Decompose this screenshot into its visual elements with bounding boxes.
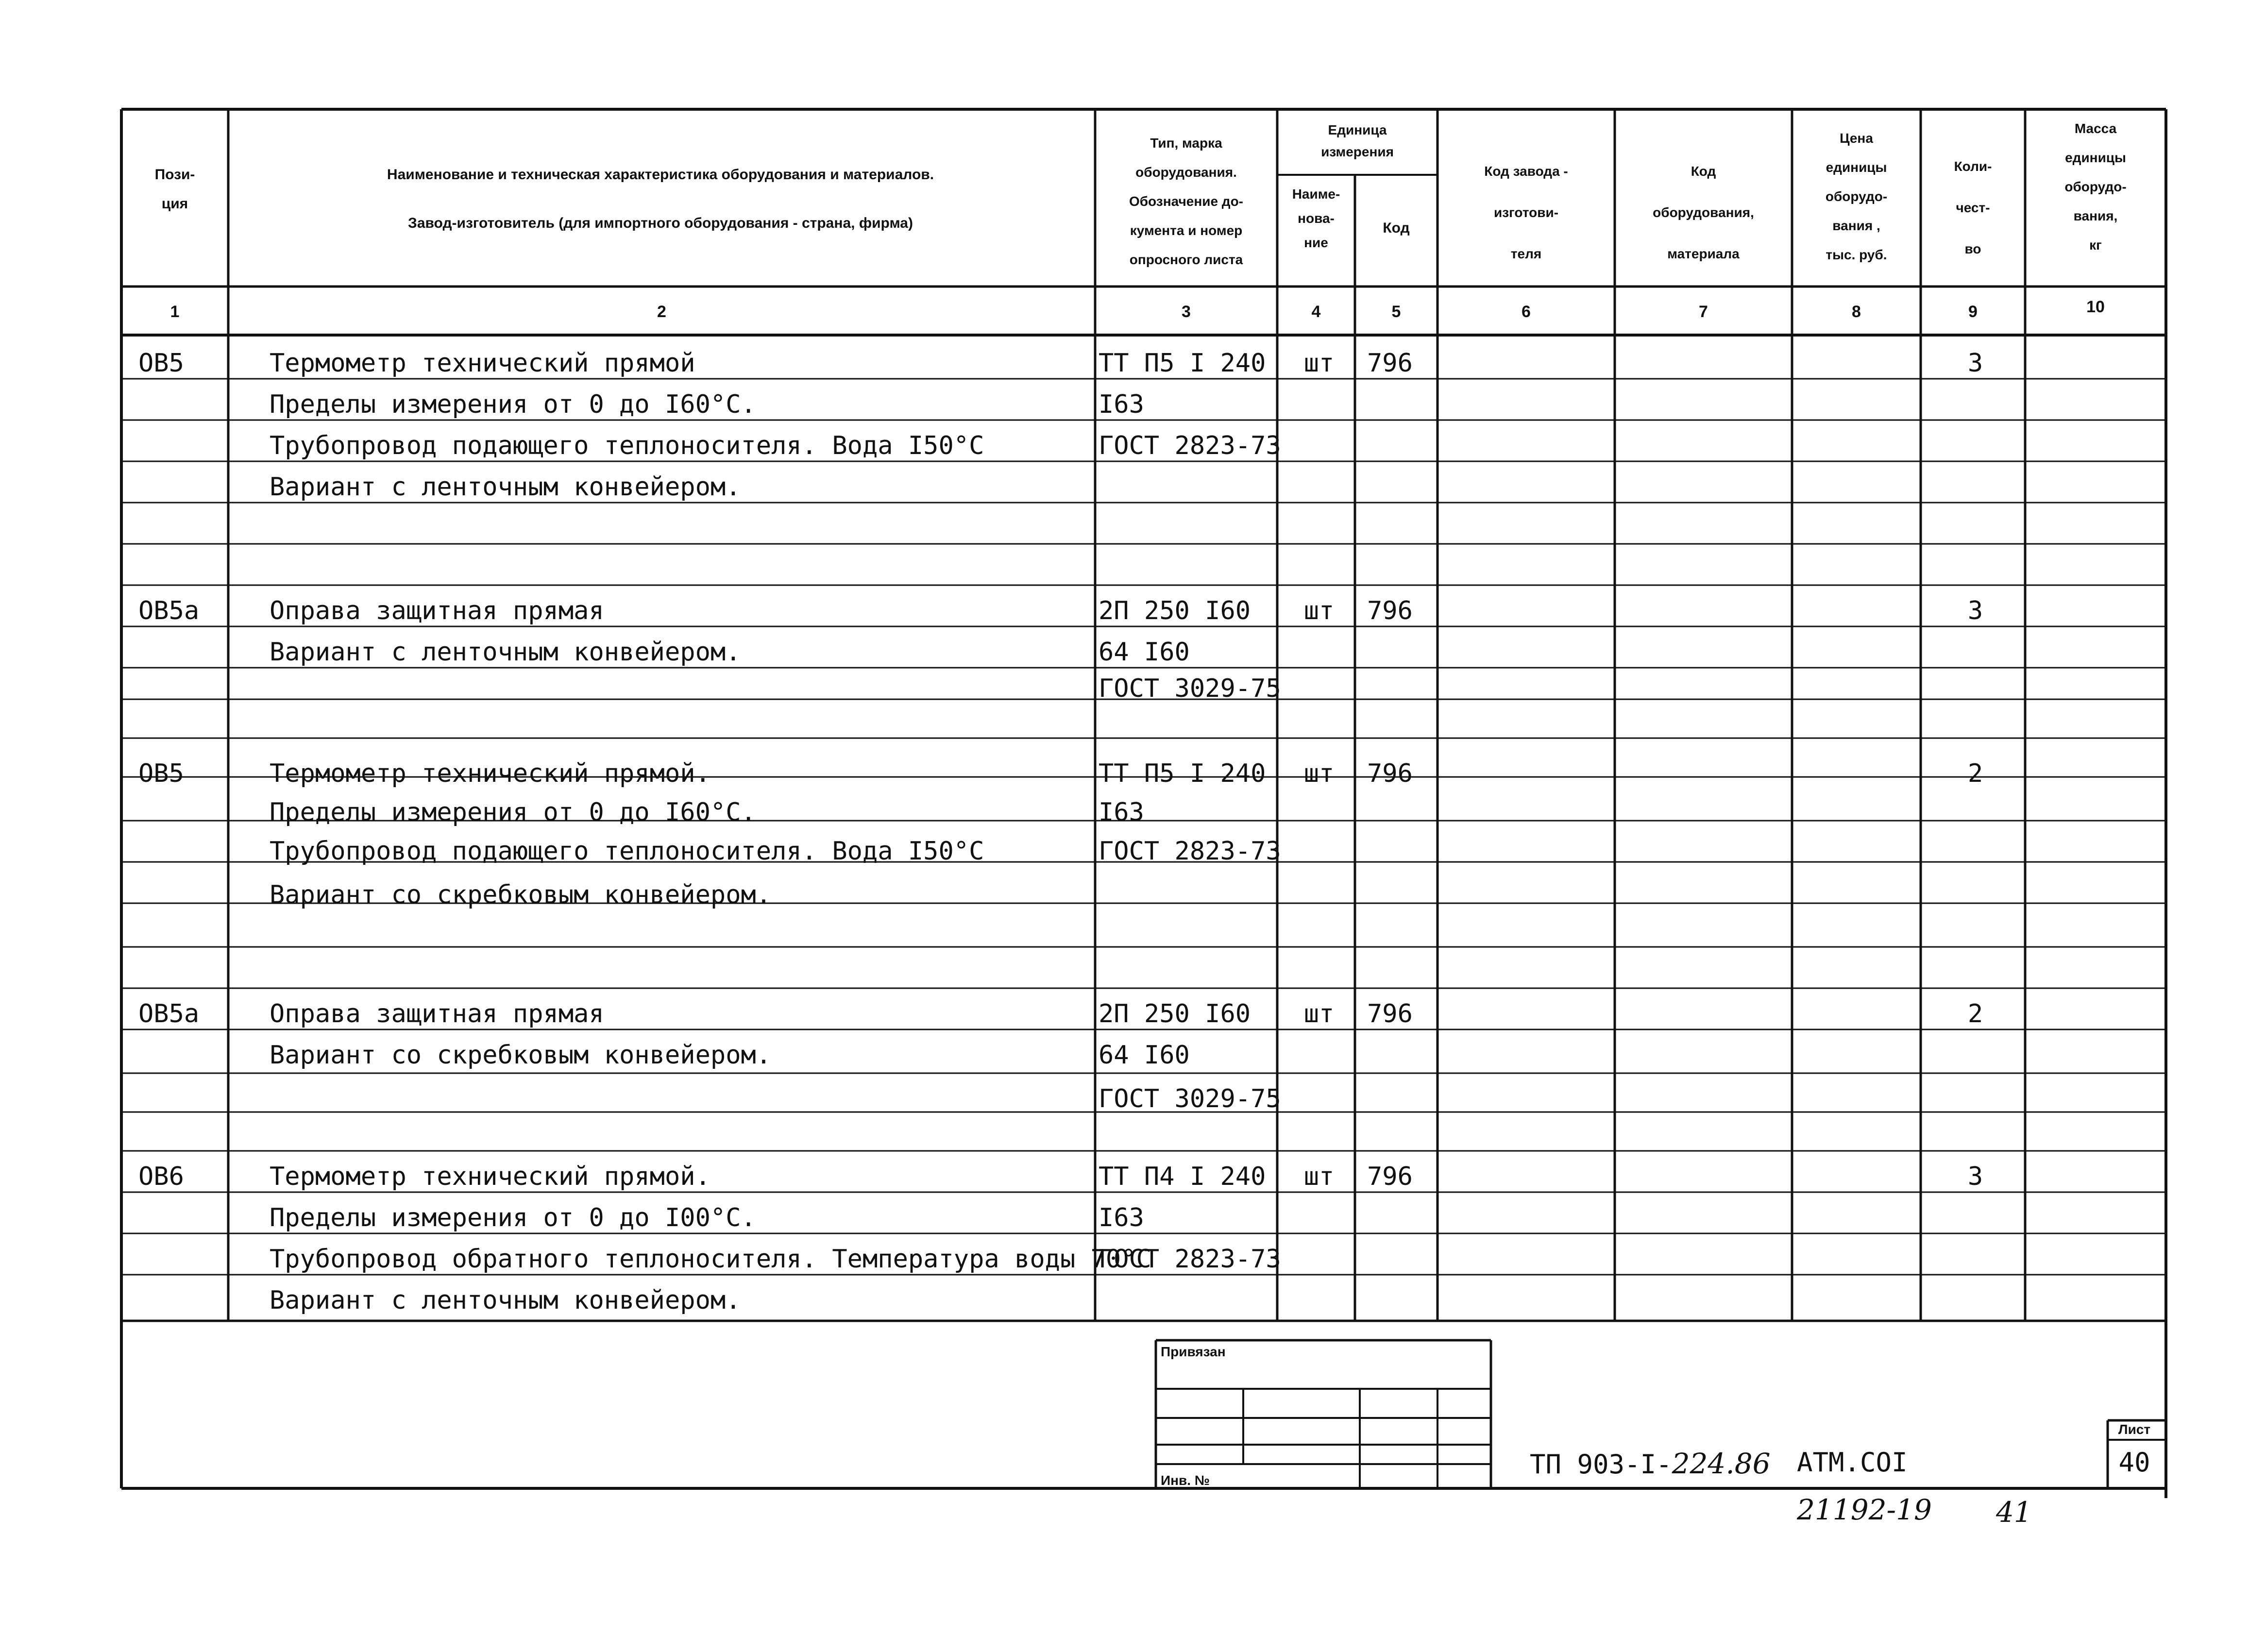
- header-mass: [2025, 114, 2166, 260]
- row-name: Термометр технический прямой: [270, 349, 695, 378]
- header-line: ние: [1304, 235, 1328, 250]
- column-number: 5: [1391, 303, 1401, 321]
- column-number: 3: [1182, 303, 1191, 321]
- header-line: Обозначение до-: [1129, 194, 1244, 209]
- row-type: 2П 250 I60: [1099, 596, 1251, 625]
- row-name: Трубопровод обратного теплоносителя. Температура воды 70°C: [270, 1245, 1151, 1274]
- header-unit-name: [1277, 182, 1355, 255]
- header-line: ция: [161, 196, 188, 212]
- row-unit: шт: [1303, 759, 1335, 788]
- row-unit: шт: [1303, 349, 1335, 378]
- header-line: Единица: [1328, 122, 1387, 137]
- row-position: ОВ5а: [138, 596, 200, 625]
- header-line: нова-: [1298, 211, 1335, 226]
- sheet-number: 40: [2118, 1447, 2150, 1478]
- header-line: материала: [1667, 246, 1740, 261]
- row-name: Вариант с ленточным конвейером.: [270, 638, 741, 667]
- row-type: ТТ П5 I 240: [1099, 759, 1266, 788]
- row-name: Вариант со скребковым конвейером.: [270, 880, 772, 910]
- row-type: I63: [1099, 1203, 1144, 1232]
- row-name: Пределы измерения от 0 до I00°C.: [270, 1203, 756, 1232]
- row-quantity: 3: [1967, 349, 1983, 378]
- header-price: [1792, 124, 1921, 270]
- column-number: 7: [1699, 303, 1708, 321]
- header-line: Наименование и техническая характеристика оборудования и материалов.: [387, 167, 934, 183]
- row-type: ГОСТ 2823-73: [1099, 1245, 1281, 1274]
- column-number: 10: [2086, 298, 2105, 316]
- header-line: оборудо-: [1825, 189, 1888, 204]
- header-line: Наиме-: [1292, 186, 1340, 202]
- header-unit-code: Код: [1383, 220, 1410, 236]
- header-line: Цена: [1840, 131, 1873, 146]
- header-quantity: [1921, 146, 2025, 270]
- header-line: изготови-: [1493, 205, 1559, 220]
- header-line: вания ,: [1832, 218, 1880, 233]
- column-number: 4: [1311, 303, 1321, 321]
- row-name: Пределы измерения от 0 до I60°C.: [270, 390, 756, 419]
- header-name: [228, 151, 1093, 248]
- row-name: Трубопровод подающего теплоносителя. Вода I50°C: [270, 431, 984, 460]
- row-name: Оправа защитная прямая: [270, 999, 604, 1028]
- row-type: ГОСТ 3029-75: [1099, 674, 1281, 703]
- row-name: Вариант с ленточным конвейером.: [270, 1286, 741, 1315]
- row-unit: шт: [1303, 1162, 1335, 1191]
- header-line: кг: [2089, 237, 2102, 253]
- header-line: Пози-: [154, 167, 195, 183]
- document-code-handwritten: 224.86: [1672, 1447, 1771, 1480]
- row-position: ОВ5а: [138, 999, 200, 1028]
- column-number: 8: [1852, 303, 1861, 321]
- header-line: тыс. руб.: [1826, 247, 1887, 262]
- row-name: Пределы измерения от 0 до I60°C.: [270, 798, 756, 827]
- row-name: Термометр технический прямой.: [270, 1162, 710, 1191]
- row-unit-code: 796: [1367, 349, 1413, 378]
- row-quantity: 3: [1967, 1162, 1983, 1191]
- header-line: вания,: [2073, 208, 2118, 223]
- stamp-privyazan-label: Привязан: [1161, 1344, 1226, 1359]
- row-position: ОВ5: [138, 759, 184, 788]
- row-type: I63: [1099, 390, 1144, 419]
- row-type: ТТ П5 I 240: [1099, 349, 1266, 378]
- header-unit-group: [1277, 119, 1437, 163]
- row-type: I63: [1099, 798, 1144, 827]
- header-line: кумента и номер: [1130, 223, 1243, 238]
- header-line: измерения: [1321, 144, 1394, 159]
- header-line: единицы: [2065, 150, 2126, 165]
- row-type: 2П 250 I60: [1099, 999, 1251, 1028]
- row-type: 64 I60: [1099, 1041, 1190, 1070]
- row-unit: шт: [1303, 999, 1335, 1028]
- header-line: Коли-: [1954, 159, 1992, 174]
- sheet-label: Лист: [2118, 1422, 2151, 1437]
- row-quantity: 3: [1967, 596, 1983, 625]
- row-unit-code: 796: [1367, 1162, 1413, 1191]
- header-line: Масса: [2074, 121, 2117, 136]
- row-type: ГОСТ 2823-73: [1099, 837, 1281, 866]
- header-type: [1095, 129, 1277, 274]
- row-position: ОВ6: [138, 1162, 184, 1191]
- document-mark: АТМ.СОI: [1797, 1447, 1908, 1478]
- row-unit-code: 796: [1367, 759, 1413, 788]
- header-line: теля: [1510, 246, 1542, 261]
- row-type: ТТ П4 I 240: [1099, 1162, 1266, 1191]
- header-equipment-code: [1615, 151, 1792, 274]
- row-type: ГОСТ 2823-73: [1099, 431, 1281, 460]
- column-number: 2: [657, 303, 666, 321]
- row-name: Трубопровод подающего теплоносителя. Вода I50°C: [270, 837, 984, 866]
- page-number: 41: [1996, 1496, 2032, 1529]
- row-name: Термометр технический прямой.: [270, 759, 710, 788]
- row-quantity: 2: [1967, 999, 1983, 1028]
- header-line: оборудо-: [2064, 179, 2127, 194]
- row-type: 64 I60: [1099, 638, 1190, 667]
- header-line: Код завода -: [1484, 164, 1568, 179]
- archive-number: 21192-19: [1797, 1493, 1932, 1526]
- document-code-prefix: ТП 903-I-: [1530, 1449, 1672, 1480]
- header-position: [121, 160, 228, 219]
- header-line: Тип, марка: [1150, 135, 1222, 151]
- row-unit: шт: [1303, 596, 1335, 625]
- row-name: Вариант с ленточным конвейером.: [270, 472, 741, 502]
- row-quantity: 2: [1967, 759, 1983, 788]
- row-type: ГОСТ 3029-75: [1099, 1084, 1281, 1113]
- header-line: опросного листа: [1129, 252, 1243, 267]
- row-unit-code: 796: [1367, 999, 1413, 1028]
- row-unit-code: 796: [1367, 596, 1413, 625]
- header-line: единицы: [1826, 160, 1887, 175]
- header-line: оборудования,: [1653, 205, 1754, 220]
- column-number: 6: [1522, 303, 1531, 321]
- row-position: ОВ5: [138, 349, 184, 378]
- column-number: 1: [170, 303, 180, 321]
- header-line: Код: [1691, 164, 1716, 179]
- document-code: [1530, 1447, 1771, 1480]
- row-name: Оправа защитная прямая: [270, 596, 604, 625]
- header-line: чест-: [1956, 200, 1990, 215]
- stamp-inventory-label: Инв. №: [1161, 1473, 1210, 1488]
- header-line: во: [1964, 241, 1981, 256]
- header-maker-code: [1437, 151, 1615, 274]
- column-number: 9: [1968, 303, 1978, 321]
- header-line: оборудования.: [1135, 165, 1237, 180]
- row-name: Вариант со скребковым конвейером.: [270, 1041, 772, 1070]
- header-line: Завод-изготовитель (для импортного оборудования - страна, фирма): [408, 215, 913, 231]
